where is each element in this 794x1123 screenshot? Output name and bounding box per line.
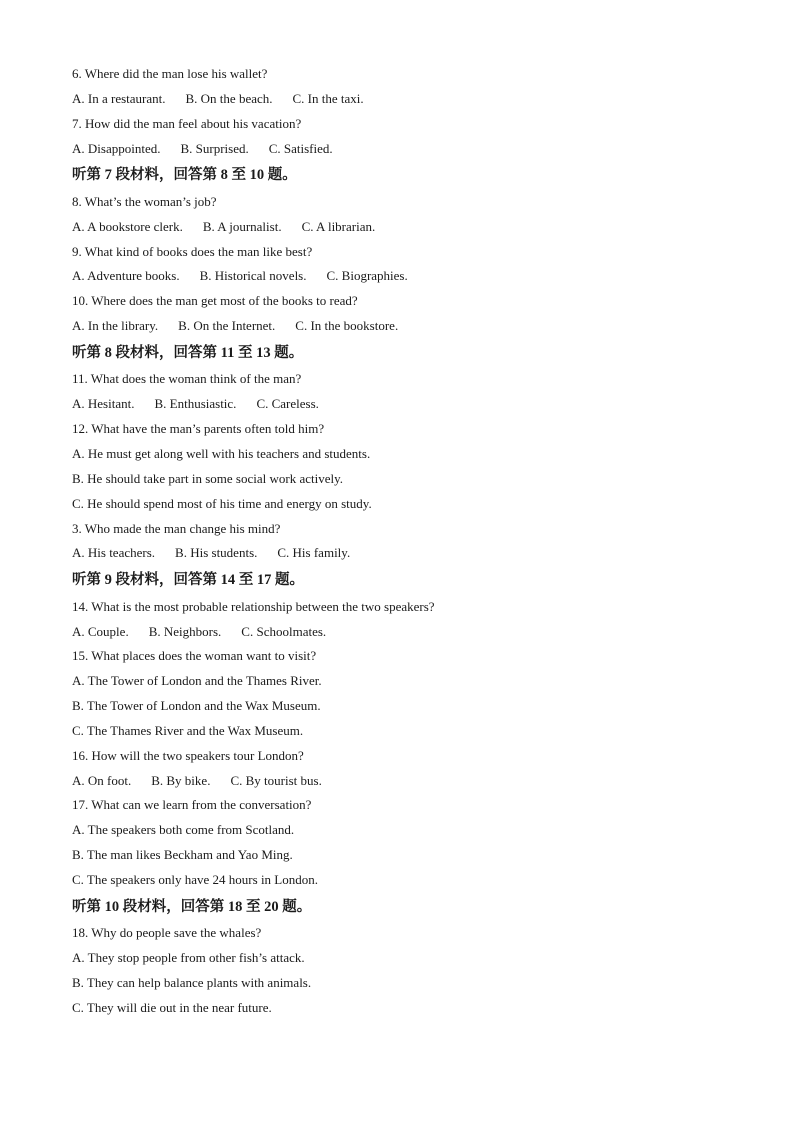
options-line bbox=[72, 314, 732, 339]
question-line: C. They will die out in the near future. bbox=[72, 999, 272, 1015]
options-line bbox=[72, 769, 732, 794]
question-line: 11. What does the woman think of the man? bbox=[72, 371, 302, 387]
question-line: B. The Tower of London and the Wax Museum. bbox=[72, 698, 321, 714]
answer-option: B. His students. bbox=[175, 545, 258, 561]
question-line: C. The Thames River and the Wax Museum. bbox=[72, 722, 304, 738]
answer-option: A. Couple. bbox=[72, 623, 129, 639]
question-line: C. He should spend most of his time and energy on study. bbox=[72, 495, 372, 511]
section-heading: 听第 7 段材料，回答第 8 至 10 题。 bbox=[72, 167, 297, 184]
options-line bbox=[72, 215, 732, 240]
question-line: 8. What’s the woman’s job? bbox=[72, 193, 217, 209]
answer-option: B. Neighbors. bbox=[148, 623, 222, 639]
answer-option: B. A journalist. bbox=[202, 218, 282, 234]
options-line bbox=[72, 620, 732, 645]
answer-option: A. In a restaurant. bbox=[72, 90, 166, 106]
options-line bbox=[72, 137, 732, 162]
answer-option: C. In the bookstore. bbox=[295, 318, 399, 334]
answer-option: B. On the beach. bbox=[185, 90, 273, 106]
answer-option: B. Historical novels. bbox=[199, 268, 307, 284]
answer-option: B. By bike. bbox=[151, 772, 211, 788]
question-line: 18. Why do people save the whales? bbox=[72, 925, 262, 941]
question-line: 17. What can we learn from the conversation? bbox=[72, 797, 312, 813]
answer-option: A. Hesitant. bbox=[72, 396, 135, 412]
answer-option: A. His teachers. bbox=[72, 545, 156, 561]
answer-option: C. In the taxi. bbox=[292, 90, 364, 106]
question-line: 10. Where does the man get most of the books to read? bbox=[72, 293, 358, 309]
options-line bbox=[72, 87, 732, 112]
answer-option: C. His family. bbox=[277, 545, 351, 561]
question-line: A. The speakers both come from Scotland. bbox=[72, 822, 295, 838]
question-line: A. He must get along well with his teachers and students. bbox=[72, 445, 371, 461]
answer-option: A. A bookstore clerk. bbox=[72, 218, 183, 234]
answer-option: B. Enthusiastic. bbox=[154, 396, 237, 412]
question-line: 12. What have the man’s parents often told him? bbox=[72, 421, 325, 437]
answer-option: B. On the Internet. bbox=[178, 318, 276, 334]
section-heading: 听第 9 段材料，回答第 14 至 17 题。 bbox=[72, 572, 304, 589]
answer-option: C. A librarian. bbox=[301, 218, 376, 234]
answer-option: A. On foot. bbox=[72, 772, 132, 788]
question-line: 9. What kind of books does the man like best? bbox=[72, 243, 313, 259]
section-heading: 听第 8 段材料，回答第 11 至 13 题。 bbox=[72, 344, 304, 361]
answer-option: B. Surprised. bbox=[180, 140, 249, 156]
question-line: 7. How did the man feel about his vacation? bbox=[72, 115, 302, 131]
section-heading: 听第 10 段材料，回答第 18 至 20 题。 bbox=[72, 898, 312, 915]
question-line: 15. What places does the woman want to visit? bbox=[72, 648, 317, 664]
question-line: B. He should take part in some social work actively. bbox=[72, 470, 344, 486]
options-line bbox=[72, 541, 732, 566]
answer-option: A. Adventure books. bbox=[72, 268, 180, 284]
question-line: B. They can help balance plants with animals. bbox=[72, 975, 312, 990]
question-line: 14. What is the most probable relationship between the two speakers? bbox=[72, 598, 435, 614]
options-line bbox=[72, 264, 732, 289]
question-line: A. The Tower of London and the Thames River. bbox=[72, 673, 322, 689]
question-line: 16. How will the two speakers tour London? bbox=[72, 747, 304, 763]
question-line: 3. Who made the man change his mind? bbox=[72, 520, 281, 536]
answer-option: C. Biographies. bbox=[326, 268, 408, 284]
answer-option: C. Careless. bbox=[256, 396, 319, 412]
answer-option: C. By tourist bus. bbox=[230, 772, 322, 788]
answer-option: A. In the library. bbox=[72, 318, 159, 334]
answer-option: C. Schoolmates. bbox=[241, 623, 327, 639]
answer-option: C. Satisfied. bbox=[268, 140, 333, 156]
question-line: A. They stop people from other fish’s attack. bbox=[72, 950, 305, 966]
document-content bbox=[72, 62, 732, 1021]
question-line: 6. Where did the man lose his wallet? bbox=[72, 66, 268, 81]
question-line: C. The speakers only have 24 hours in London. bbox=[72, 871, 318, 887]
question-line: B. The man likes Beckham and Yao Ming. bbox=[72, 847, 293, 863]
options-line bbox=[72, 392, 732, 417]
answer-option: A. Disappointed. bbox=[72, 140, 161, 156]
